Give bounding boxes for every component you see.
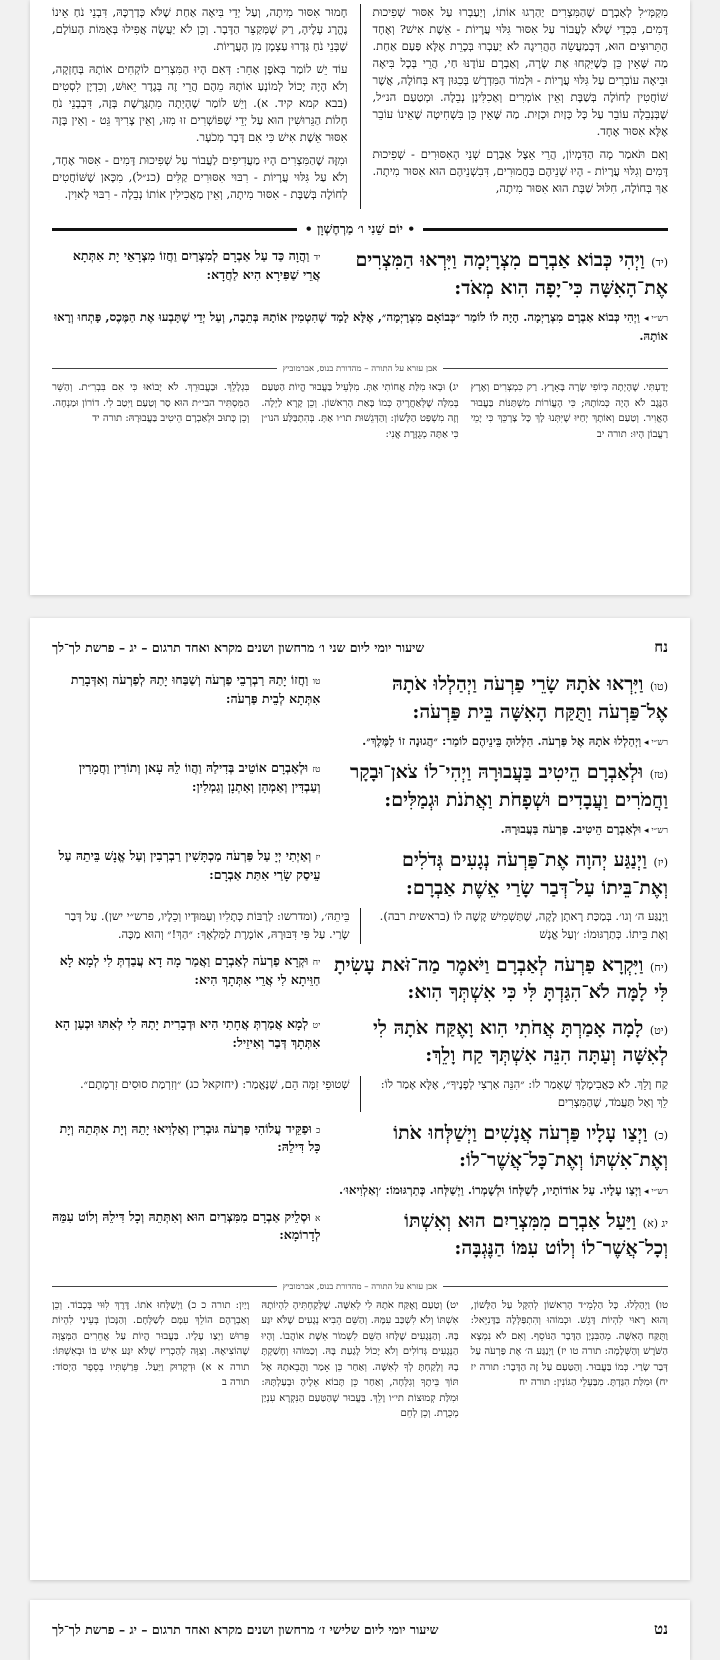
verse-number: (יז)	[653, 856, 668, 870]
targum-text	[52, 1120, 320, 1158]
page-sheet-2	[30, 618, 690, 1580]
rashi-commentary	[52, 908, 668, 944]
targum-text	[52, 671, 320, 709]
verse-row	[52, 247, 668, 302]
commentary-paragraph: חָמוּר אִסּוּר מִיתָה, וְעַל יְדֵי בִּיאָה אַחַת שֶׁלֹּא כְּדַרְכָּהּ, דִּבְנֵי נֹחַ אֵינוֹ נֶהֱרָג עָלֶיהָ, רַק שֶׁמְּקַצֵּר הַדָּבָר. וְכֵן לֹא יַעֲשֶׂה אֲפִילוּ בְּאֻמּוֹת הָעוֹלָם, שֶׁבְּנֵי נֹחַ גְּדְרוּ עַצְמָן מִן הָעֲרָיוֹת.	[52, 5, 348, 54]
verse-content: וַיִּרְאוּ אֹתָהּ שָׂרֵי פַרְעֹה וַיְהַלְלוּ אֹתָהּ אֶל־פַּרְעֹה וַתֻּקַּח הָאִשָּׁה בֵּית פַּרְעֹה:	[392, 673, 668, 723]
rashi-commentary	[52, 308, 668, 345]
targum-number: טו	[312, 677, 321, 687]
running-header	[30, 618, 690, 663]
targum-text	[52, 952, 320, 990]
rashi-part-right: וַיְנַגַּע ה׳ וְגו׳. בְּמַכַּת רָאתָן לָקָה, שֶׁתַּשְׁמִישׁ קָשֶׁה לוֹ (בראשית רבה). וְאֶת בֵּיתוֹ. כְּתַרְגּוּמוֹ: ׳וְעַל אֱנָשׁ	[379, 909, 668, 941]
running-header	[30, 1600, 690, 1645]
targum-content: וַחֲזוֹ יָתַהּ רַבְרְבֵי פַרְעֹה וְשַׁבַּחוּ יָתַהּ לְפַרְעֹה וְאִדְּבָרַת אִתְּתָא לְבֵית פַּרְעֹה:	[70, 672, 321, 706]
commentary-columns	[52, 4, 668, 209]
targum-content: וַהֲוָה כַּד עַל אַבְרָם לְמִצְרַיִם וַחֲזוֹ מִצְרָאֵי יָת אִתְּתָא אֲרֵי שַׁפִּירָא הִיא לַחֲדָא:	[72, 248, 321, 282]
ibn-ezra-title: אבן עזרא על התורה – מהדורת בנוס, אברמוביץ	[282, 1281, 438, 1292]
verse-text	[332, 759, 668, 814]
verse-number: (טז)	[649, 768, 668, 782]
ibn-ezra-column: יג) וּבְאוּ מִלַּת אֲחוֹתִי אַתְּ. מִלְּעֵיל בַּעֲבוּר הֱיוֹת הַטַּעַם בְּמִלָּה שֶׁלְּאַחֲרֶיהָ כְּמוֹ בָּאַת הָרִאשׁוֹן. וְכֵן קָרָא לַיְלָה. וְזֶה מִשְׁפַּט הַלָּשׁוֹן: וְהַדְּגֵשׁוּת תו״ו אַתְּ. בְּהִתְבַּלַּע הנו״ן כִּי אַתָּה מְגֻזֶּרֶת אֲנִי:	[261, 382, 459, 440]
page-number: נח	[654, 638, 668, 656]
verse-row	[52, 759, 668, 814]
rashi-content: וּלְאַבְרָם הֵיטִיב. פַּרְעֹה בַּעֲבוּרָהּ.	[500, 822, 642, 837]
rashi-commentary	[52, 820, 668, 839]
page-sheet-3	[30, 1600, 690, 1660]
ibn-ezra-column: טו) וַיְהַלְלוּ. כָּל הַלְמֵ״ד הָרִאשׁוֹן לְהִקָּל עַל הַלָּשׁוֹן, וְהוּא רָאוּי לִהְיוֹת דָּגֵשׁ. וּכְמוֹהוּ וְהִתְפַּלְּלָה בַּדָּנִיֵּאל: וַתֻּקַּח הָאִשָּׁה. מֵהַבִּנְיָן הַדָּבָר הַנּוֹסֵף. וְאִם לֹא נִמְצָא הַשֹּׁרֶשׁ וְהַשְּׁלָמָה: תורה טו יז) וַיְנַגַּע ה׳ אֶת פַּרְעֹה עַל דְּבַר שָׂרַי. כְּמוֹ בַּעֲבוּר. וְהַטַּעַם עַל זֶה הַדָּבָר: תורה יז יח) וּמִלַּת הִגַּדְתָּ. מִבַּעְלֵי הַגּוֹנִין: תורה יח	[470, 1299, 668, 1389]
ibn-ezra-title: אבן עזרא על התורה – מהדורת בנוס, אברמוביץ	[282, 364, 438, 375]
rashi-marker: רש״י ◂	[641, 1186, 668, 1197]
targum-content: וּפַקֵּיד עֲלוֹהִי פַּרְעֹה גּוּבְרִין וְאַלְוִיאוּ יָתֵהּ וְיָת אִתְּתֵהּ וְיָת כָּל דִּילֵהּ:	[59, 1120, 321, 1155]
targum-text	[52, 759, 320, 797]
column-divider	[360, 908, 361, 944]
targum-text	[52, 1015, 320, 1053]
targum-number: א	[315, 1213, 321, 1224]
rashi-commentary	[52, 1076, 668, 1112]
divider-line	[52, 368, 277, 369]
targum-text	[52, 247, 320, 285]
ibn-ezra-columns	[52, 380, 668, 442]
divider-line	[423, 228, 668, 231]
ibn-ezra-columns	[52, 1298, 668, 1422]
ibn-ezra-column: וָיַיִן: תורה כ כ) וַיְשַׁלְּחוּ אֹתוֹ. דֶּרֶךְ לִוּוּי בְּכָבוֹד. וְכֵן וְאַבְרָהָם הוֹלֵךְ עִמָּם לְשַׁלְּחָם. וְהַנָּכוֹן בְּעֵינַי לִהְיוֹת פֵּרוּשׁ וַיְצַו עָלָיו. בַּעֲבוּר הֱיוֹת עַל אֲחֵרִים הַמְּצֻוָּה שֶׁהוֹצִיאָהּ. וְצִוָּה לְהַכְרִיז שֶׁלֹּא יִגַּע אִישׁ בּוֹ וּבְאִשְׁתּוֹ: תורה א א) וּדְקָדוּק וַיַּעַל. פֵּרַשְׁתִּיו בְּסֵפֶר הַיְסוֹד: תורה ב	[52, 1299, 250, 1389]
divider-line	[52, 228, 297, 231]
targum-content: וּסְלֵיק אַבְרָם מִמִּצְרַיִם הוּא וְאִתְּתֵהּ וְכָל דִּילֵהּ וְלוֹט עִמֵּהּ לְדָרוֹמָא:	[52, 1208, 321, 1243]
verse-number: יג (א)	[642, 1216, 668, 1230]
rashi-part-right: קַח וָלֵךְ. לֹא כַּאֲבִימֶלֶךְ שֶׁאָמַר לוֹ: ״הִנֵּה אַרְצִי לְפָנֶיךָ״, אֶלָּא אָמַר לוֹ: לֵךְ וְאַל תַּעֲמֹד, שֶׁהַמִּצְרִים	[380, 1076, 668, 1109]
verse-text	[332, 247, 668, 302]
commentary-paragraph: וּמִזֶּה שֶׁהַמִּצְרִים הָיוּ מַעֲדִיפִים לַעֲבוֹר עַל שְׁפִיכוּת דָּמִים - אִסּוּר אֶחָד, וְלֹא עַל גִּלּוּי עֲרָיוֹת - רִבּוּי אִסּוּרִים קַלִּים (כנ״ל), מִכָּאן שֶׁשּׁוֹחֲטִים לְחוֹלֶה בְּשַׁבָּת - אִסּוּר מִיתָה, וְאֵין מַאֲכִילִין אוֹתוֹ נְבֵלָה - רִבּוּי לָאוִין.	[52, 153, 348, 202]
commentary-paragraph: מִקְמְּ״לִ לְאַבְרָם שֶׁהַמִּצְרִים יַהַרְגוּ אוֹתוֹ, וְיַעַבְרוּ עַל אִסּוּר שְׁפִיכוּת דָּמִים, בִּכְדֵי שֶׁלֹּא לַעֲבוֹר עַל אִסּוּר גִּלּוּי עֲרָיוֹת - אֵשֶׁת אִישׁ? וְאֶחָד הַתֵּרוּצִים הוּא, דְּבְמַעֲשֵׂה הַהֲרִיגָה לֹא יַעַבְרוּ בְּכָרֵת אֶלָּא פַּעַם אַחַת. מַה שֶּׁאֵין כֵּן כְּשֶׁיִּקְחוּ אֶת שָׂרָה, וְאַבְרָם עוֹדֶנּוּ חַי, הֲרֵי בְּכָל בִּיאָה וּבִיאָה עוֹבְרִים עַל גִּלּוּי עֲרָיוֹת - וּלְמוֹד הַמִּדְרָשׁ בְּכִגּוּן דָּא בְּחוֹלֶה, אֲשֶׁר שׁוֹחֲטִין לְחוֹלֶה בְּשַׁבָּת וְאֵין אוֹמְרִים וְאַכִלִּינָן נְבֵלָה. וּמְטַעַם הנ״ל, שֶׁבְּנְבֵלָה עוֹבֵר עַל כָּל כְּזַיִת וּכְזַיִת. מַה שֶּׁאֵין כֵּן בִּשְׁחִיטָה שֶׁאֵינוֹ עוֹבֵר אֶלָּא אִסּוּר אֶחָד.	[372, 5, 668, 139]
verse-text	[332, 1120, 668, 1175]
rashi-commentary	[52, 1181, 668, 1200]
verse-number: (יד)	[651, 256, 668, 270]
targum-number: יט	[312, 1020, 321, 1031]
rashi-marker: רש״י ◂	[644, 314, 668, 325]
verse-content: וַיְהִי כְּבוֹא אַבְרָם מִצְרָיְמָה וַיִּרְאוּ הַמִּצְרִים אֶת־הָאִשָּׁה כִּי־יָפָה הִוא מְאֹד:	[355, 249, 668, 299]
targum-text	[52, 1208, 320, 1246]
rashi-content: וַיְהַלְלוּ אֹתָהּ אֶל פַּרְעֹה. הִלְּלוּהָ בֵּינֵיהֶם לוֹמַר: ״הֲגוּנָה זוֹ לַמֶּלֶךְ״.	[362, 734, 642, 749]
targum-content: וּקְרָא פַרְעֹה לְאַבְרָם וַאֲמַר מָה דָא עֲבַדְתְּ לִי לְמָא לָא חַוֵּיתָא לִי אֲרֵי אִתְּתָךְ הִיא:	[59, 952, 321, 987]
verse-content: לָמָה אָמַרְתָּ אֲחֹתִי הִוא וָאֶקַּח אֹתָהּ לִי לְאִשָּׁה וְעַתָּה הִנֵּה אִשְׁתְּךָ קַח וָלֵךְ:	[373, 1016, 668, 1067]
verse-content: וַיְצַו עָלָיו פַּרְעֹה אֲנָשִׁים וַיְשַׁלְּחוּ אֹתוֹ וְאֶת־אִשְׁתּוֹ וְאֶת־כָּל־אֲשֶׁר־לוֹ:	[393, 1121, 668, 1172]
divider-line	[443, 1286, 668, 1287]
ibn-ezra-column: יט) וְטַעַם וָאֶקַּח אֹתָהּ לִי לְאִשָּׁה. שֶׁלְּקַחְתִּיהָ לִהְיוֹתָהּ אִשְׁתּוֹ וְלֹא לִשְׁכַּב עִמָּהּ. וְהַשֵּׁם הֵבִיא נְגָעִים שֶׁלֹּא יִגַּע בָּהּ. וְהַנְּגָעִים שֶׁלָּחוּ הַשֵּׁם לִשְׁמוֹר אֵשֶׁת אוֹהֲבוֹ. וְהָיוּ הַנְּגָעִים גְּדוֹלִים וְלֹא יָכוֹל לָגַעַת בָּהּ. וְכַמּוֹהוּ וְחָשַׁקְתָּ בָהּ וְלָקַחְתָּ לְךָ לְאִשָּׁה. וְאַחַר כֵּן אָמַר וַהֲבֵאתָהּ אֶל תּוֹךְ בֵּיתֶךָ וְגִלְּחָה, וְאַחַר כֵּן תָּבוֹא אֵלֶיהָ וּבְעַלְתָּהּ: וּמִלַּת קְמוּצוֹת תי״ו וָלֵךְ. בַּעֲבוּר שֶׁהַטַּעַם הַנִּקְרָא עִנְיַן מְכֻרָת. וְכֵן לְחֵם	[261, 1299, 459, 1420]
verse-row	[52, 1208, 668, 1263]
rashi-marker: רש״י ◂	[641, 826, 668, 837]
targum-number: כ	[316, 1125, 321, 1136]
verse-text	[332, 671, 668, 726]
verse-content: וַיִּקְרָא פַרְעֹה לְאַבְרָם וַיֹּאמֶר מַה־זֹּאת עָשִׂיתָ לִּי לָמָּה לֹא־הִגַּדְתָּ לִּי כִּי אִשְׁתְּךָ הִוא:	[334, 953, 668, 1004]
verse-number: (יח)	[650, 960, 668, 974]
verse-text	[332, 1015, 668, 1070]
targum-content: וּלְאַבְרָם אוֹטֵיב בְּדִילַהּ וַהֲווֹ לֵהּ עָאן וְתוֹרִין וַחֲמָרִין וְעַבְדִּין וְאַמְהָן וְאַתְנָן וְגַמְלִין:	[78, 760, 321, 794]
verse-row	[52, 1120, 668, 1175]
header-title: שיעור יומי ליום שלישי ז׳ מרחשון ושנים מקרא ואחד תרגום – יג – פרשת לך־לך	[52, 1622, 439, 1637]
targum-number: יח	[312, 957, 321, 968]
targum-text	[52, 847, 320, 885]
verse-content: וּלְאַבְרָם הֵיטִיב בַּעֲבוּרָהּ וַיְהִי־לוֹ צֹאן־וּבָקָר וַחֲמֹרִים וַעֲבָדִים וּשְׁפָחֹת וַאֲתֹנֹת וּגְמַלִּים:	[350, 761, 668, 811]
rashi-part-left: שְׁטוּפֵי זִמָּה הֵם, שֶׁנֶּאֱמַר: (יחזקאל כג) ״וְזִרְמַת סוּסִים זִרְמָתָם״.	[80, 1076, 350, 1091]
verse-row	[52, 952, 668, 1007]
verse-text	[332, 847, 668, 902]
verse-content: וַיְנַגַּע יְהוָה אֶת־פַּרְעֹה נְגָעִים גְּדֹלִים וְאֶת־בֵּיתוֹ עַל־דְּבַר שָׂרַי אֵשֶׁת אַבְרָם:	[402, 849, 668, 899]
commentary-paragraph: עוֹד יֵשׁ לוֹמַר בְּאֹפֶן אַחֵר: דְּאִם הָיוּ הַמִּצְרִים לוֹקְחִים אוֹתָהּ בְּחָזְקָה, וְלֹא הָיָה יָכוֹל לְמוֹנְעַ אוֹתָהּ מֵהֶם הֲרֵי זֶה בְּגֶדֶר יֵאוּשׁ, וְכִדְיָן לִסְטִים (בבא קמא קיד. א). וְיֵשׁ לוֹמַר שֶׁהָיְתָה מִתְגָּרֶשֶׁת בְּזֶה, דִּבְבְנֵי נֹחַ חָלוֹת הַגֵּרוּשִׁין הוּא עַל יְדֵי שֶׁפּוֹשְׁרִים זוּ מִזּוּ, וְאֵין צָרִיךְ גֵּט - וְאֵין בָּזֶה אִסּוּר אֵשֶׁת אִישׁ כִּי אִם דָּבָר מְכֹעָר.	[52, 62, 348, 145]
rashi-content: וַיְצַו עָלָיו. עַל אוֹדוֹתָיו, לְשַׁלְּחוֹ וּלְשָׁמְרוֹ. וַיְשַׁלְּחוּ. כְּתַרְגּוּמוֹ: ׳וְאַלְוִיאוּ׳.	[339, 1182, 642, 1197]
verse-text	[332, 1208, 668, 1263]
ibn-ezra-column: יָדַעְתִּי. שֶׁהָיְתָה כְּיוֹפִי שָׂרָה בָּאָרֶץ. רַק כִּמְצְרִים וְאֶרֶץ הַנֶּגֶב לֹא הָיָה כְּמוֹתָהּ; כִּי הָעֲוֹרוֹת מִשְׁתַּנּוֹת בַּעֲבוּר הָאֲוִיר. וְטַעַם וְאוֹתָךְ יְחַיּוּ שֶׁיִּתְּנוּ לָךְ כָּל צָרְכֵּךְ כִּי יָמֵי רַעֲבוֹן הָיוּ: תורה יב	[470, 382, 668, 440]
header-title: שיעור יומי ליום שני ו׳ מרחשון ושנים מקרא ואחד תרגום – יג – פרשת לך־לך	[52, 640, 425, 655]
verse-row	[52, 1015, 668, 1070]
ibn-ezra-column: בִּגְלָלֵךְ. וּבַעֲבוּרֵךְ. לֹא יָבוֹאוּ כִּי אִם בִּבְרִ״ת. וְהַשֵּׁר הַמִּסְתִּיר הבי״ת הוּא סַר וְטַעַם וַיִּטַב לִי. דוֹרוֹן וּמַנְחָה. וְכֵן כָּתוּב וּלְאַבְרָם הֵיטִיב בַּעֲבוּרָהּ: תורה יד	[52, 382, 250, 425]
rashi-content: וַיְהִי כְּבוֹא אַבְרָם מִצְרָיְמָה. הָיָה לוֹ לוֹמַר ״כְּבוֹאָם מִצְרָיְמָה״, אֶלָּא לָמַד שֶׁהִטְמִין אוֹתָהּ בְּתֵבָה, וְעַל יְדֵי שֶׁתָּבְעוּ אֶת הַמֶּכֶס, פָּתְחוּ וְרָאוּ אוֹתָהּ.	[54, 310, 668, 344]
day-title: • יוֹם שֵׁנִי ו׳ מַרְחֶשְׁוָן •	[304, 221, 416, 237]
targum-number: יז	[315, 853, 321, 864]
commentary-column-right	[373, 4, 669, 209]
ibn-ezra-header	[52, 363, 668, 374]
rashi-marker: רש״י ◂	[641, 738, 668, 749]
targum-number: יד	[313, 253, 321, 264]
page-number: נט	[654, 1620, 668, 1638]
column-divider	[360, 1076, 361, 1112]
ibn-ezra-header	[52, 1281, 668, 1292]
page-sheet-1	[30, 0, 690, 595]
verse-number: (יט)	[649, 1023, 668, 1037]
divider-line	[52, 1286, 277, 1287]
verse-text	[332, 952, 668, 1007]
verse-content: וַיַּעַל אַבְרָם מִמִּצְרַיִם הוּא וְאִשְׁתּוֹ וְכָל־אֲשֶׁר־לוֹ וְלוֹט עִמּוֹ הַנֶּגְבָּה:	[404, 1209, 668, 1260]
day-divider	[52, 221, 668, 237]
column-divider	[360, 4, 361, 209]
verse-number: (טו)	[649, 680, 668, 693]
verse-row	[52, 671, 668, 726]
rashi-part-left: בֵּיתֵהּ׳, (ומדרשו: לְרַבּוֹת כְּתָלִיו וְעַמּוּדָיו וְכֵלָיו, פרש״י ישן). עַל דְּבַר שָׂרַי. עַל פִּי דִּבּוּרָהּ, אוֹמֶרֶת לַמַּלְאָךְ: ״הַךְ!״ וְהוּא מַכֶּה.	[64, 909, 350, 941]
commentary-column-left	[52, 4, 348, 209]
targum-number: טז	[312, 765, 321, 776]
verse-number: (כ)	[654, 1128, 668, 1142]
commentary-paragraph: וְאִם תֹּאמַר מָה הַדִּמְיוֹן, הֲרֵי אֵצֶל אַבְרָם שְׁנֵי הָאִסּוּרִים - שְׁפִיכוּת דָּמִים וְגִלּוּי עֲרָיוֹת - הָיוּ שְׁנֵיהֶם בַּחֲמוּרִים, דִּבִשְׁנֵיהֶם הוּא אִסּוּר מִיתָה. אַךְ בְּחוֹלֶה, חִלּוּל שַׁבָּת הוּא אִסּוּר מִיתָה,	[372, 147, 668, 196]
divider-line	[443, 368, 668, 369]
targum-content: לְמָא אֲמַרְתְּ אֲחָתִי הִיא וּדְבָרִית יָתַהּ לִי לְאִתּוּ וּכְעַן הָא אִתְּתָךְ דְּבַר וְאִיזֵיל:	[54, 1015, 321, 1050]
rashi-commentary	[52, 732, 668, 751]
verse-row	[52, 847, 668, 902]
targum-content: וְאַיְתִי יְיָ עַל פַּרְעֹה מַכְתָּשִׁין רַבְרְבִין וְעַל אֱנָשׁ בֵּיתֵהּ עַל עֵיסַק שָׂרַי אִתַּת אַבְרָם:	[58, 848, 321, 882]
